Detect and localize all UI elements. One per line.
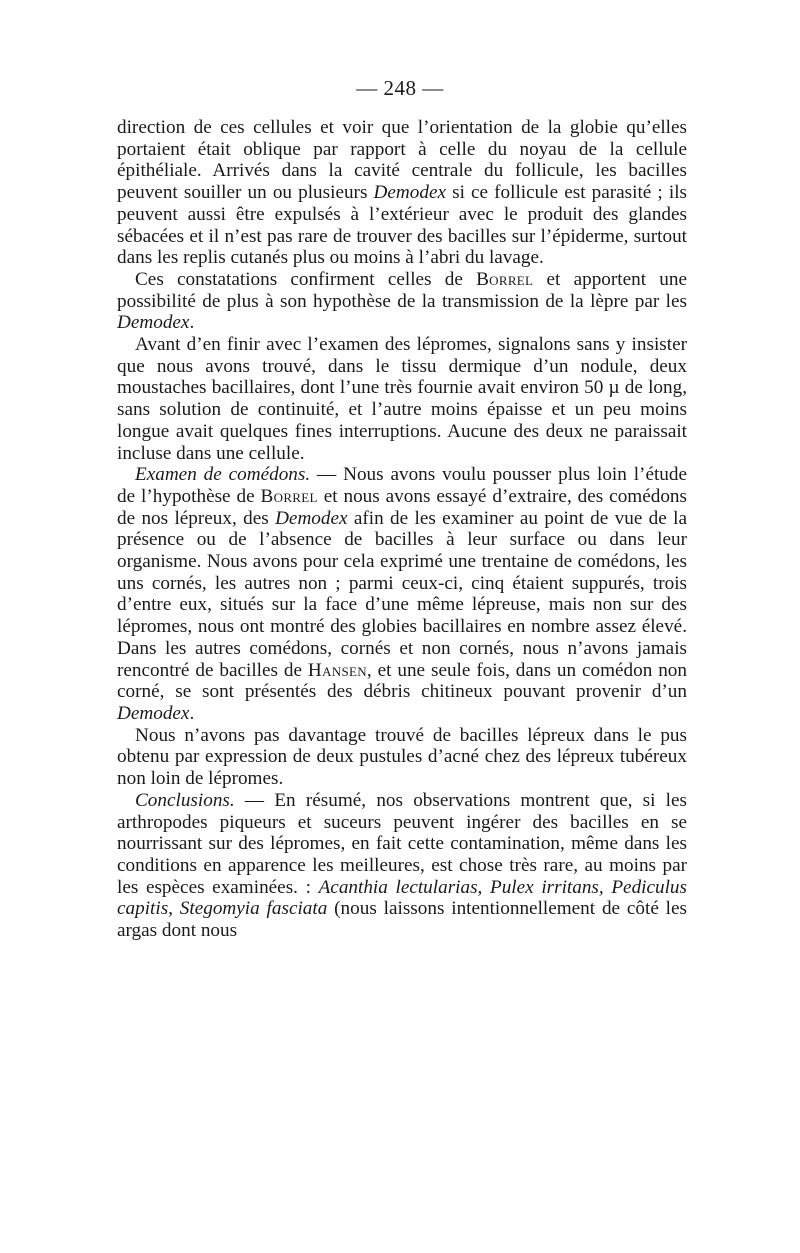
paragraph-moustaches: Avant d’en finir avec l’examen des lépromes, signalons sans y insister que nous avons trouvé, dans le tissu dermique d’un nodule, deux moustaches bacillaires, dont l’une très fournie avait environ 50 µ de long, sans solution de continuité, et l’autre moins épaisse et un peu moins longue avait quelques fines interruptions. Aucune des deux ne paraissait incluse dans une cellule.	[117, 334, 687, 464]
taxon-list: Acanthia lectularias, Pulex irritans, Pediculus capitis, Stegomyia fasciata	[117, 876, 687, 920]
taxon-demodex: Demodex	[373, 182, 446, 204]
body-text	[117, 117, 687, 942]
paragraph-continuation: direction de ces cellules et voir que l’orientation de la globie qu’elles portaient était oblique par rapport à celle du noyau de la cellule épithéliale. Arrivés dans la cavité centrale du follicule, les bacilles peuvent souiller un ou plusieurs Demodex si ce follicule est parasité ; ils peuvent aussi être expulsés à l’extérieur avec le produit des glandes sébacées et il n’est pas rare de trouver des bacilles sur l’épiderme, surtout dans les replis cutanés plus ou moins à l’abri du lavage.	[117, 117, 687, 269]
section-heading-comedons: Examen de comédons.	[135, 464, 311, 486]
paragraph-comedons: Examen de comédons. — Nous avons voulu pousser plus loin l’étude de l’hypothèse de Borrel et nous avons essayé d’extraire, des comédons de nos lépreux, des Demodex afin de les examiner au point de vue de la présence ou de l’absence de bacilles à leur surface ou dans leur organisme. Nous avons pour cela exprimé une trentaine de comédons, les uns cornés, les autres non ; parmi ceux-ci, cinq étaient suppurés, trois d’entre eux, situés sur la face d’une même lépreuse, mais non sur des lépromes, nous ont montré des globies bacillaires en nombre assez élevé. Dans les autres comédons, cornés et non cornés, nous n’avons jamais rencontré de bacilles de Hansen, et une seule fois, dans un comédon non corné, se sont présentés des débris chitineux pouvant provenir d’un Demodex.	[117, 464, 687, 724]
paragraph-conclusions: Conclusions. — En résumé, nos observations montrent que, si les arthropodes piqueurs et suceurs peuvent ingérer des bacilles en se nourrissant sur des lépromes, en fait cette contamination, même dans les conditions en apparence les meilleures, est chose très rare, au moins par les espèces examinées. : Acanthia lectularias, Pulex irritans, Pediculus capitis, Stegomyia fasciata (nous laissons intentionnellement de côté les argas dont nous	[117, 789, 687, 942]
author-borrel: Borrel	[260, 485, 318, 507]
paragraph-pustules: Nous n’avons pas davantage trouvé de bacilles lépreux dans le pus obtenu par expression de deux pustules d’acné chez des lépreux tubéreux non loin de lépromes.	[117, 724, 687, 790]
author-hansen: Hansen	[307, 659, 367, 681]
paragraph-borrel-confirmation: Ces constatations confirment celles de Borrel et apportent une possibilité de plus à son hypothèse de la transmission de la lèpre par les Demodex.	[117, 268, 687, 334]
page-number: — 248 —	[356, 76, 444, 100]
taxon-demodex: Demodex	[275, 507, 348, 529]
section-heading-conclusions: Conclusions.	[135, 789, 235, 811]
author-borrel: Borrel	[476, 268, 534, 290]
taxon-demodex: Demodex	[117, 312, 190, 334]
taxon-demodex: Demodex	[117, 702, 190, 724]
